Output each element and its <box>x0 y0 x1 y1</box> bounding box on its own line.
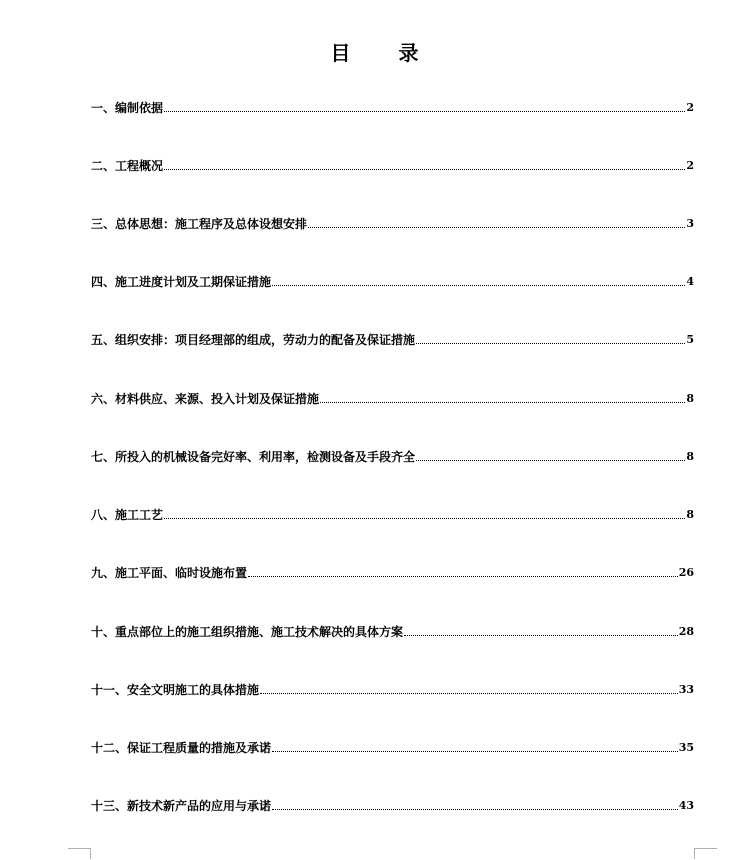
toc-entry-label: 二、工程概况 <box>91 159 164 173</box>
toc-dot-leader <box>416 460 685 461</box>
toc-entry[interactable] <box>91 737 694 755</box>
toc-entry-label: 三、总体思想：施工程序及总体设想安排 <box>91 217 308 231</box>
toc-entry-page: 33 <box>678 683 694 696</box>
toc-entry-label: 十二、保证工程质量的措施及承诺 <box>91 741 272 755</box>
toc-entry-label: 六、材料供应、来源、投入计划及保证措施 <box>91 392 320 406</box>
toc-entry-label: 九、施工平面、临时设施布置 <box>91 566 248 580</box>
toc-entry-page: 8 <box>686 508 694 521</box>
toc-dot-leader <box>260 693 678 694</box>
toc-entry[interactable] <box>91 446 694 464</box>
page-corner-mark-left <box>68 848 91 859</box>
toc-dot-leader <box>248 576 678 577</box>
toc-entry-label: 四、施工进度计划及工期保证措施 <box>91 275 272 289</box>
toc-dot-leader <box>404 635 678 636</box>
toc-entry[interactable] <box>91 213 694 231</box>
toc-entry-page: 8 <box>686 450 694 463</box>
toc-entry-label: 五、组织安排：项目经理部的组成，劳动力的配备及保证措施 <box>91 333 416 347</box>
toc-entry-page: 35 <box>678 741 694 754</box>
toc-entry-page: 28 <box>678 625 694 638</box>
toc-entry[interactable] <box>91 795 694 813</box>
toc-dot-leader <box>164 518 685 519</box>
toc-entry-page: 2 <box>686 159 694 172</box>
toc-entry[interactable] <box>91 155 694 173</box>
toc-entry-page: 26 <box>678 566 694 579</box>
toc-entry-page: 4 <box>686 275 694 288</box>
toc-entry-label: 八、施工工艺 <box>91 508 164 522</box>
toc-dot-leader <box>416 343 685 344</box>
toc-entry-page: 3 <box>686 217 694 230</box>
toc-entry-page: 2 <box>686 101 694 114</box>
toc-dot-leader <box>308 227 685 228</box>
toc-dot-leader <box>272 751 678 752</box>
toc-dot-leader <box>272 809 678 810</box>
toc-entry[interactable] <box>91 271 694 289</box>
toc-entry-label: 十一、安全文明施工的具体措施 <box>91 683 260 697</box>
toc-dot-leader <box>164 111 685 112</box>
toc-entry[interactable] <box>91 97 694 115</box>
toc-entry-label: 一、编制依据 <box>91 101 164 115</box>
toc-entry[interactable] <box>91 504 694 522</box>
toc-entry-page: 5 <box>686 333 694 346</box>
toc-entry[interactable] <box>91 329 694 347</box>
toc-entry-page: 8 <box>686 392 694 405</box>
toc-dot-leader <box>272 285 685 286</box>
toc-entry[interactable] <box>91 679 694 697</box>
toc-dot-leader <box>320 402 685 403</box>
page-corner-mark-right <box>694 848 717 859</box>
toc-entry-page: 43 <box>678 799 694 812</box>
toc-entry-label: 十三、新技术新产品的应用与承诺 <box>91 799 272 813</box>
toc-entry[interactable] <box>91 621 694 639</box>
toc-entry[interactable] <box>91 388 694 406</box>
toc-dot-leader <box>164 169 685 170</box>
toc-entry[interactable] <box>91 562 694 580</box>
toc-entry-label: 七、所投入的机械设备完好率、利用率，检测设备及手段齐全 <box>91 450 416 464</box>
toc-title: 目 录 <box>330 41 433 65</box>
toc-entry-label: 十、重点部位上的施工组织措施、施工技术解决的具体方案 <box>91 625 404 639</box>
